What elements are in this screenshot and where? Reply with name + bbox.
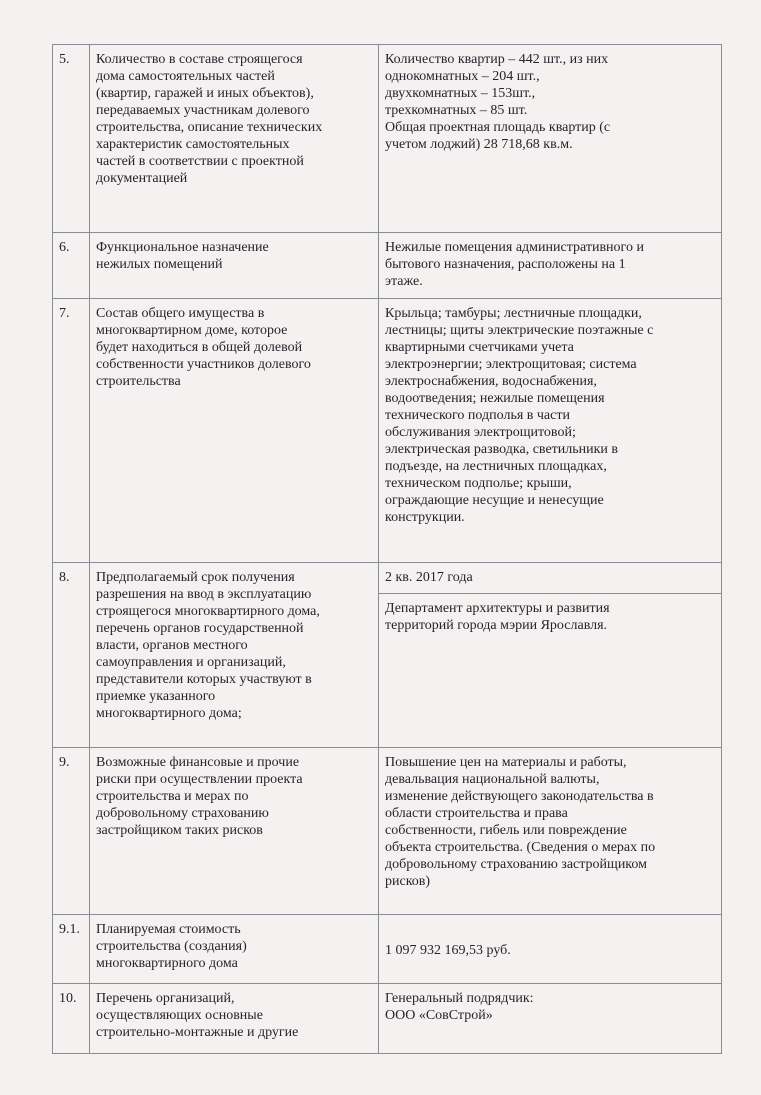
text-line: трехкомнатных – 85 шт. <box>385 103 528 118</box>
text-line: двухкомнатных – 153шт., <box>385 86 536 101</box>
text-line: Количество в составе строящегося <box>96 52 303 67</box>
text-line: 2 кв. 2017 года <box>385 570 473 585</box>
text-line: ООО «СовСтрой» <box>385 1008 493 1023</box>
text-line: самоуправления и организаций, <box>96 655 286 670</box>
text-line: передаваемых участникам долевого <box>96 103 310 118</box>
text-line: разрешения на ввод в эксплуатацию <box>96 587 312 602</box>
row-number: 6. <box>53 233 90 299</box>
text-line: Количество квартир – 442 шт., из них <box>385 52 609 67</box>
value-cell-authorities <box>379 594 722 748</box>
text-line: строительства (создания) <box>96 939 247 954</box>
row-number: 5. <box>53 45 90 233</box>
text-line: квартирными счетчиками учета <box>385 340 574 355</box>
parameter-cell <box>90 45 379 233</box>
value-cell <box>379 984 722 1054</box>
text-line: строительства и мерах по <box>96 789 249 804</box>
text-line: риски при осуществлении проекта <box>96 772 303 787</box>
text-line: Генеральный подрядчик: <box>385 991 534 1006</box>
text-line: собственности, гибель или повреждение <box>385 823 627 838</box>
parameter-cell <box>90 915 379 984</box>
text-line: электроэнергии; электрощитовая; система <box>385 357 637 372</box>
text-line: изменение действующего законодательства в <box>385 789 654 804</box>
text-line: застройщиком таких рисков <box>96 823 263 838</box>
text-line: этаже. <box>385 274 423 289</box>
text-line: документацией <box>96 171 188 186</box>
text-line: многоквартирного дома <box>96 956 238 971</box>
text-line: многоквартирном доме, которое <box>96 323 288 338</box>
table-row <box>53 915 722 984</box>
value-cell <box>379 233 722 299</box>
value-cell <box>379 748 722 915</box>
table-row <box>53 45 722 233</box>
text-line: представители которых участвуют в <box>96 672 312 687</box>
text-line: Крыльца; тамбуры; лестничные площадки, <box>385 306 642 321</box>
text-line: электроснабжения, водоснабжения, <box>385 374 597 389</box>
text-line: техническом подполье; крыши, <box>385 476 572 491</box>
text-line: учетом лоджий) 28 718,68 кв.м. <box>385 137 573 152</box>
row-number: 9. <box>53 748 90 915</box>
text-line: будет находиться в общей долевой <box>96 340 303 355</box>
text-line: Возможные финансовые и прочие <box>96 755 300 770</box>
parameter-cell <box>90 299 379 563</box>
text-line: Состав общего имущества в <box>96 306 265 321</box>
text-line: осуществляющих основные <box>96 1008 263 1023</box>
text-line: водоотведения; нежилые помещения <box>385 391 605 406</box>
row-number: 10. <box>53 984 90 1054</box>
text-line: электрическая разводка, светильники в <box>385 442 619 457</box>
text-line: однокомнатных – 204 шт., <box>385 69 540 84</box>
text-line: приемке указанного <box>96 689 216 704</box>
text-line: области строительства и права <box>385 806 568 821</box>
text-line: конструкции. <box>385 510 465 525</box>
text-line: Нежилые помещения административного и <box>385 240 644 255</box>
row-number: 7. <box>53 299 90 563</box>
text-line: строительства <box>96 374 181 389</box>
value-cell <box>379 915 722 984</box>
parameter-cell <box>90 233 379 299</box>
text-line: характеристик самостоятельных <box>96 137 290 152</box>
text-line: нежилых помещений <box>96 257 223 272</box>
text-line: ограждающие несущие и ненесущие <box>385 493 604 508</box>
parameter-cell <box>90 563 379 748</box>
text-line: строительства, описание технических <box>96 120 323 135</box>
text-line: перечень органов государственной <box>96 621 304 636</box>
text-line: территорий города мэрии Ярославля. <box>385 618 608 633</box>
text-line: строящегося многоквартирного дома, <box>96 604 320 619</box>
text-line: (квартир, гаражей и иных объектов), <box>96 86 314 101</box>
text-line: Планируемая стоимость <box>96 922 241 937</box>
table-row <box>53 748 722 915</box>
text-line: Перечень организаций, <box>96 991 235 1006</box>
text-line: добровольному страхованию застройщиком <box>385 857 647 872</box>
project-declaration-table <box>52 44 722 1054</box>
text-line: Общая проектная площадь квартир (с <box>385 120 611 135</box>
text-line: объекта строительства. (Сведения о мерах по <box>385 840 656 855</box>
text-line: подъезде, на лестничных площадках, <box>385 459 607 474</box>
text-line: добровольному страхованию <box>96 806 269 821</box>
text-line: частей в соответствии с проектной <box>96 154 304 169</box>
text-line: власти, органов местного <box>96 638 248 653</box>
text-line: девальвация национальной валюты, <box>385 772 600 787</box>
value-cell <box>379 299 722 563</box>
text-line: строительно-монтажные и другие <box>96 1025 299 1040</box>
text-line: Предполагаемый срок получения <box>96 570 295 585</box>
text-line: обслуживания электрощитовой; <box>385 425 576 440</box>
text-line: Повышение цен на материалы и работы, <box>385 755 627 770</box>
table-row <box>53 984 722 1054</box>
text-line: Департамент архитектуры и развития <box>385 601 610 616</box>
text-line: рисков) <box>385 874 431 889</box>
table-row <box>53 563 722 594</box>
row-number: 8. <box>53 563 90 748</box>
text-line: лестницы; щиты электрические поэтажные с <box>385 323 654 338</box>
table-row <box>53 299 722 563</box>
row-number: 9.1. <box>53 915 90 984</box>
text-line: собственности участников долевого <box>96 357 311 372</box>
table-row <box>53 233 722 299</box>
text-line: технического подполья в части <box>385 408 570 423</box>
text-line: многоквартирного дома; <box>96 706 242 721</box>
parameter-cell <box>90 984 379 1054</box>
text-line: Функциональное назначение <box>96 240 269 255</box>
text-line: 1 097 932 169,53 руб. <box>385 942 511 958</box>
value-cell-deadline <box>379 563 722 594</box>
parameter-cell <box>90 748 379 915</box>
text-line: дома самостоятельных частей <box>96 69 275 84</box>
value-cell <box>379 45 722 233</box>
text-line: бытового назначения, расположены на 1 <box>385 257 626 272</box>
